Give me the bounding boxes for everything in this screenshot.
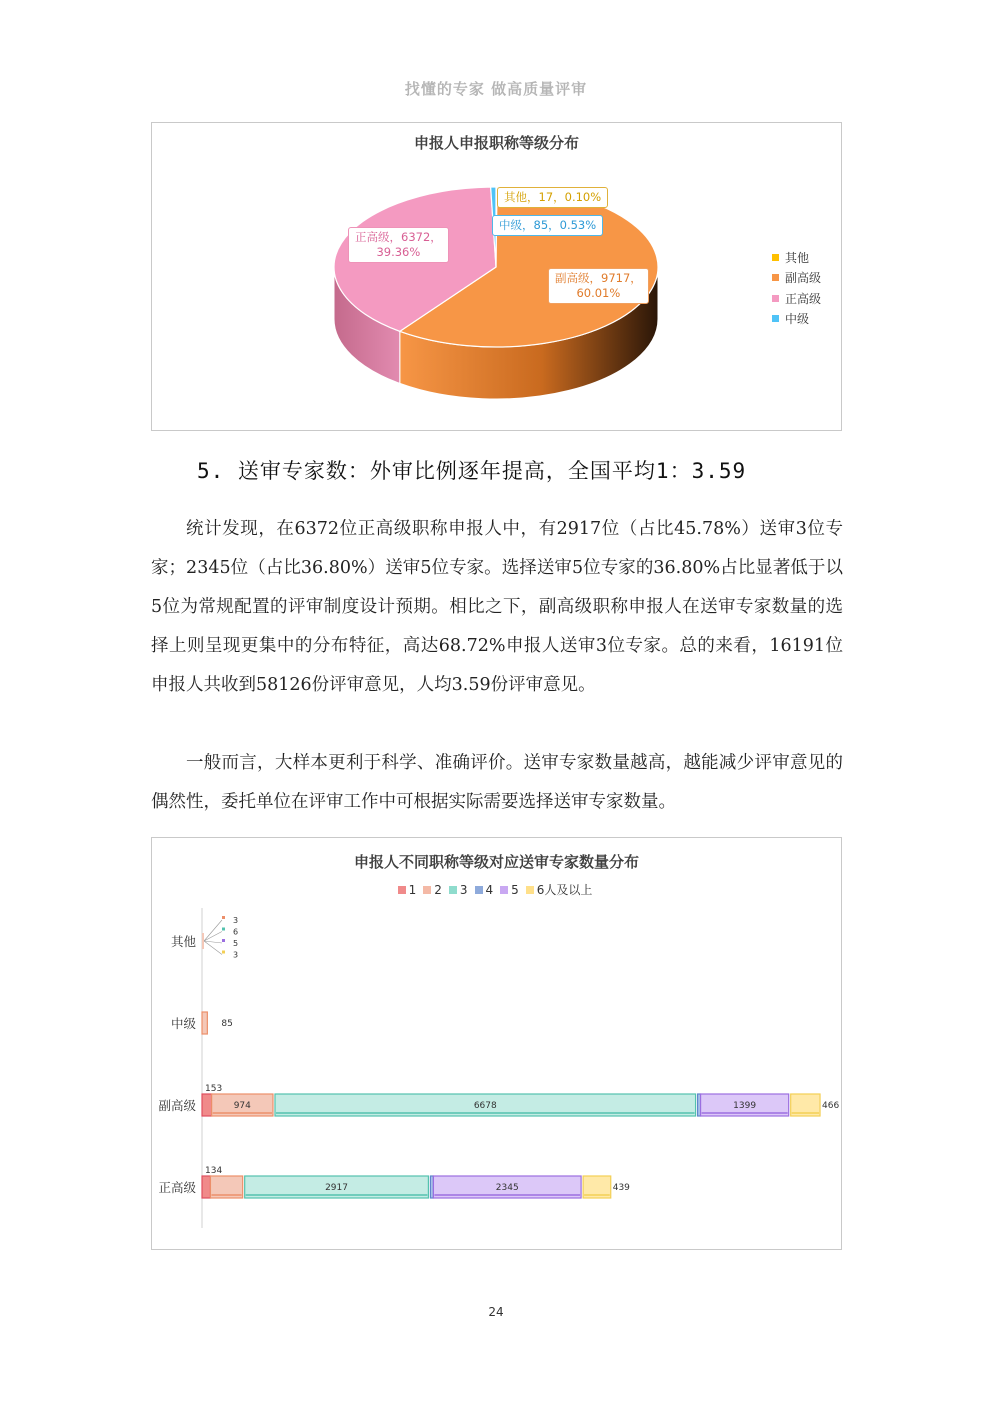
pie-legend-item xyxy=(772,309,821,330)
pie-label-sub-senior xyxy=(548,268,649,304)
paragraph-1-text: 统计发现，在6372位正高级职称申报人中，有2917位（占比45.78%）送审3位专家；2345位（占比36.80%）送审5位专家。选择送审5位专家的36.80%占比显著低于以5位为常规配置的评审制度设计预期。相比之下，副高级职称申报人在送审专家数量的选择上则呈现更集中的分布特征，高达68.72%申报人送审3位专家。总的来看，16191位申报人共收到58126份评审意见，人均3.59份评审意见。 xyxy=(151,519,843,695)
bar-value-label: 2345 xyxy=(495,1183,519,1193)
bar-segment xyxy=(222,916,225,919)
bar-value-label: 85 xyxy=(221,1019,233,1029)
paragraph-2 xyxy=(151,744,843,822)
pie-label-other-text: 其他，17，0.10% xyxy=(504,190,602,204)
bar-chart-panel xyxy=(151,837,842,1250)
legend-swatch-icon xyxy=(772,295,779,302)
y-tick-label: 中级 xyxy=(170,1016,196,1031)
pie-legend-item xyxy=(772,268,821,289)
bar-value-label: 466 xyxy=(822,1101,840,1111)
pie-chart-panel xyxy=(151,122,842,431)
pie-label-mid xyxy=(492,215,603,236)
paragraph-1 xyxy=(151,510,843,705)
bar-value-label: 974 xyxy=(233,1101,251,1111)
bar-value-label: 153 xyxy=(205,1084,223,1094)
legend-label: 中级 xyxy=(785,312,810,327)
bar-value-label: 1399 xyxy=(733,1101,757,1111)
pie-chart-title: 申报人申报职称等级分布 xyxy=(413,134,579,152)
legend-label: 4 xyxy=(485,882,494,897)
legend-label: 3 xyxy=(459,882,468,897)
section-heading: 5. 送审专家数：外审比例逐年提高，全国平均1：3.59 xyxy=(197,459,747,483)
legend-label: 其他 xyxy=(785,250,810,265)
y-tick-label: 其他 xyxy=(170,934,196,949)
bar-value-label: 134 xyxy=(205,1166,223,1176)
pie-label-mid-text: 中级，85，0.53% xyxy=(499,218,597,232)
pie-label-other xyxy=(497,187,608,208)
legend-label: 2 xyxy=(434,882,442,897)
pie-label-sub-senior-line2: 60.01% xyxy=(576,286,621,300)
paragraph-2-text: 一般而言，大样本更利于科学、准确评价。送审专家数量越高，越能减少评审意见的偶然性，委托单位在评审工作中可根据实际需要选择送审专家数量。 xyxy=(151,753,843,812)
bar-value-label: 6 xyxy=(233,927,239,937)
legend-label: 正高级 xyxy=(785,291,822,306)
pie-chart-canvas xyxy=(152,123,841,430)
legend-swatch-icon xyxy=(772,274,779,281)
bar-chart-canvas xyxy=(152,838,841,1249)
bar-value-label: 5 xyxy=(233,939,239,948)
pie-label-senior-line2: 39.36% xyxy=(376,245,421,259)
y-tick-label: 正高级 xyxy=(158,1180,196,1195)
bar-segment-1 xyxy=(202,1094,212,1116)
bar-segment xyxy=(202,933,204,949)
leader-line xyxy=(204,920,222,941)
pie-label-senior xyxy=(348,227,449,263)
page-number: 24 xyxy=(488,1305,504,1319)
bar-value-label: 3 xyxy=(233,916,239,925)
legend-label: 5 xyxy=(511,882,519,897)
legend-label: 1 xyxy=(408,882,417,897)
bar-value-label: 439 xyxy=(612,1183,630,1193)
leader-line xyxy=(204,932,222,942)
legend-swatch-icon xyxy=(772,254,779,261)
bar-chart-title: 申报人不同职称等级对应送审专家数量分布 xyxy=(353,853,639,871)
legend-label: 6人及以上 xyxy=(536,883,593,897)
bar-segment-2 xyxy=(202,1012,207,1034)
page-header: 找懂的专家 做高质量评审 xyxy=(404,80,588,98)
legend-label: 副高级 xyxy=(785,271,822,286)
pie-legend-item xyxy=(772,247,821,268)
pie-legend-item xyxy=(772,288,821,309)
leader-line xyxy=(204,941,222,955)
bar-segment-1 xyxy=(202,1176,210,1198)
bar-segment xyxy=(222,928,225,931)
y-tick-label: 副高级 xyxy=(158,1098,196,1113)
bar-segment xyxy=(222,951,225,954)
bar-segment xyxy=(222,939,225,942)
bar-value-label: 6678 xyxy=(473,1101,497,1111)
bar-value-label: 2917 xyxy=(325,1183,348,1193)
pie-label-sub-senior-line1: 副高级，9717， xyxy=(555,271,642,285)
pie-label-senior-line1: 正高级，6372， xyxy=(355,230,442,244)
bar-value-label: 3 xyxy=(233,950,239,960)
pie-legend xyxy=(772,247,821,329)
legend-swatch-icon xyxy=(772,315,779,322)
